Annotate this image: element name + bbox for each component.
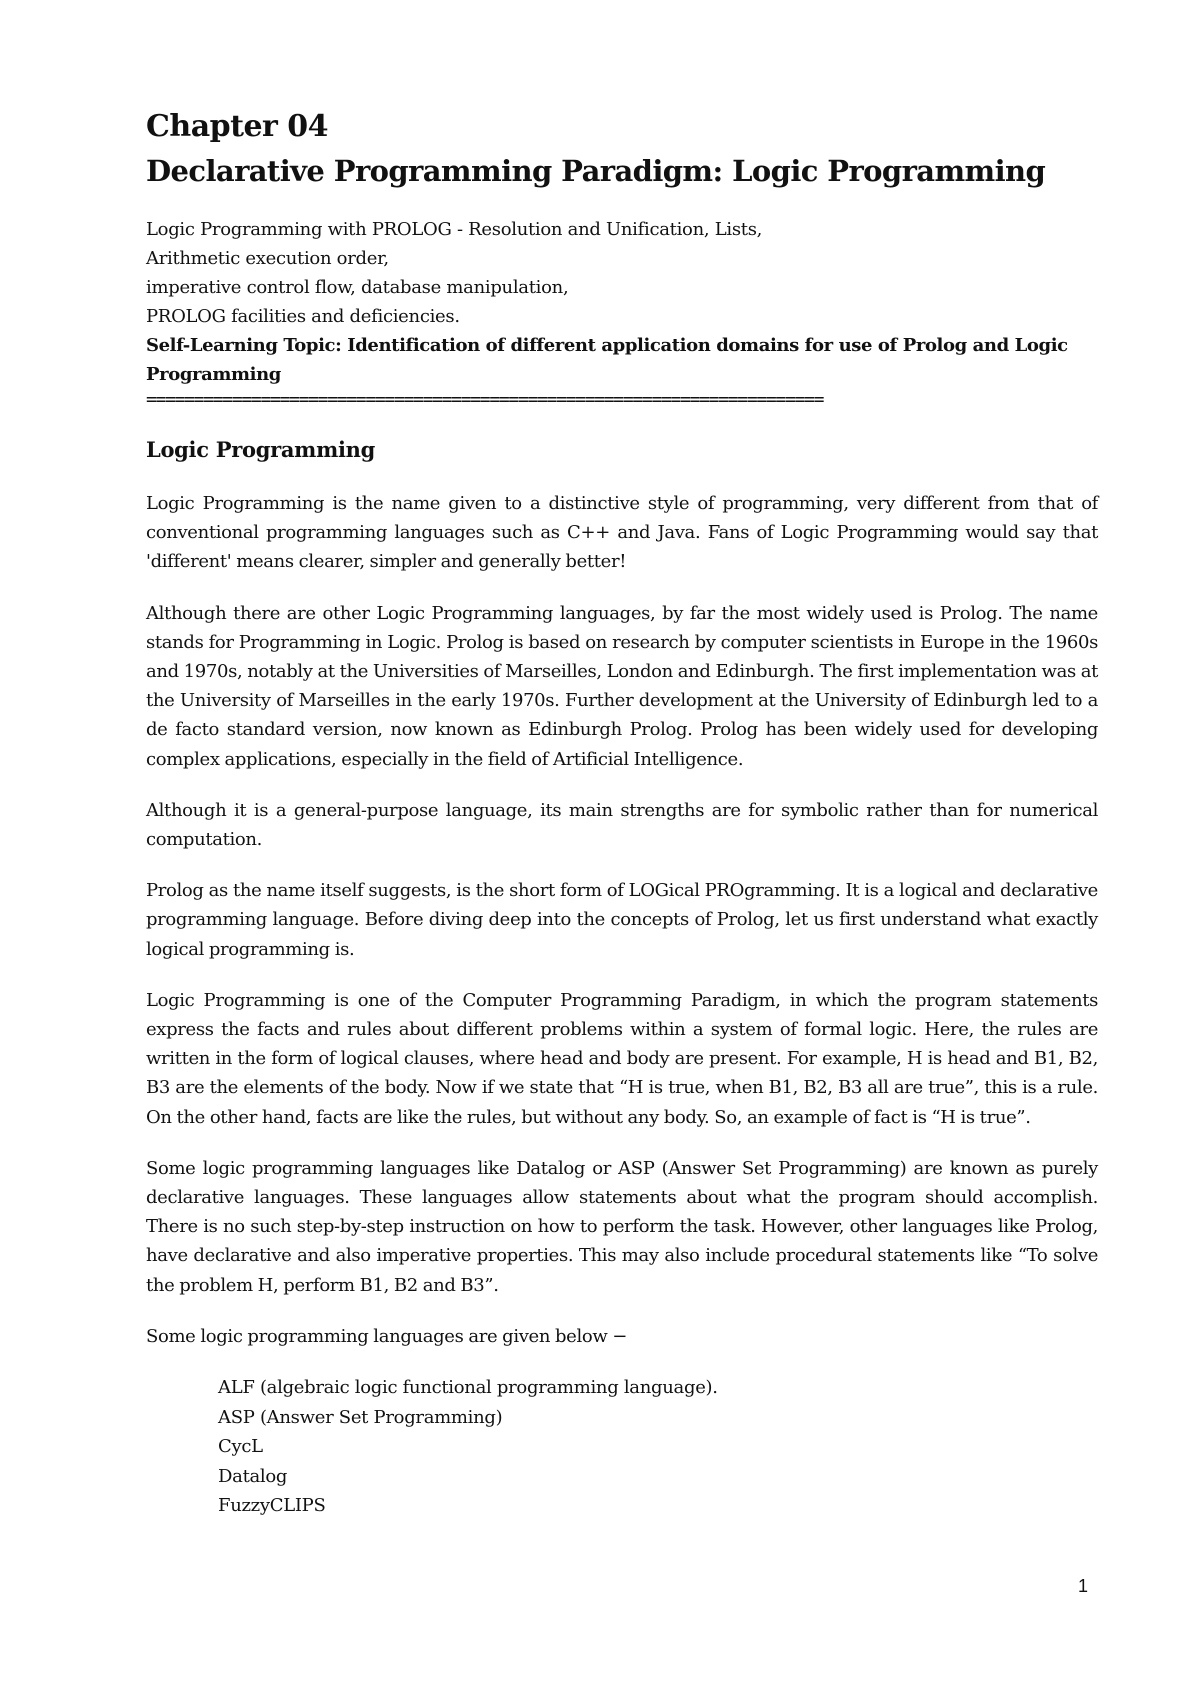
paragraph: Some logic programming languages are given below − bbox=[146, 1325, 628, 1347]
section-heading: Logic Programming bbox=[146, 437, 376, 462]
syllabus-line: imperative control flow, database manipulation, bbox=[146, 277, 569, 298]
list-item: ASP (Answer Set Programming) bbox=[218, 1406, 503, 1428]
list-item: CycL bbox=[218, 1436, 263, 1458]
page-number: 1 bbox=[1077, 1576, 1088, 1596]
paragraph: Although it is a general-purpose language, its main strengths are for symbolic rather than for numerical computation. bbox=[146, 799, 1098, 851]
list-item: Datalog bbox=[218, 1465, 288, 1487]
language-list bbox=[146, 1373, 1098, 1521]
syllabus-line: PROLOG facilities and deficiencies. bbox=[146, 306, 460, 327]
paragraph: Logic Programming is the name given to a distinctive style of programming, very different from that of conventional programming languages such as C++ and Java. Fans of Logic Programming would say that 'different' means clearer, simpler and generally better! bbox=[146, 493, 1098, 573]
page-content bbox=[146, 105, 1098, 1521]
paragraph: Some logic programming languages like Datalog or ASP (Answer Set Programming) are known as purely declarative languages. These languages allow statements about what the program should accomplish. There is no such step-by-step instruction on how to perform the task. However, other languages like Prolog, have declarative and also imperative properties. This may also include procedural statements like “To solve the problem H, perform B1, B2 and B3”. bbox=[146, 1157, 1098, 1296]
list-item: ALF (algebraic logic functional programming language). bbox=[218, 1377, 718, 1399]
list-item: FuzzyCLIPS bbox=[218, 1495, 326, 1517]
paragraph: Although there are other Logic Programming languages, by far the most widely used is Prolog. The name stands for Programming in Logic. Prolog is based on research by computer scientists in Europe in the 1960s and 1970s, notably at the Universities of Marseilles, London and Edinburgh. The first implementation was at the University of Marseilles in the early 1970s. Further development at the University of Edinburgh led to a de facto standard version, now known as Edinburgh Prolog. Prolog has been widely used for developing complex applications, especially in the field of Artificial Intelligence. bbox=[146, 602, 1098, 770]
chapter-number-title: Chapter 04 bbox=[146, 109, 329, 144]
self-learning-topic: Self-Learning Topic: Identification of different application domains for use of Prolog and Logic Programming bbox=[146, 335, 1068, 385]
chapter-subtitle: Declarative Programming Paradigm: Logic Programming bbox=[146, 154, 1046, 188]
syllabus-line: Arithmetic execution order, bbox=[146, 248, 389, 269]
paragraph: Prolog as the name itself suggests, is the short form of LOGical PROgramming. It is a logical and declarative programming language. Before diving deep into the concepts of Prolog, let us first understand what exactly logical programming is. bbox=[146, 880, 1098, 960]
paragraph: Logic Programming is one of the Computer Programming Paradigm, in which the program statements express the facts and rules about different problems within a system of formal logic. Here, the rules are written in the form of logical clauses, where head and body are present. For example, H is head and B1, B2, B3 are the elements of the body. Now if we state that “H is true, when B1, B2, B3 all are true”, this is a rule. On the other hand, facts are like the rules, but without any body. So, an example of fact is “H is true”. bbox=[146, 989, 1098, 1128]
syllabus-block bbox=[146, 215, 1098, 389]
syllabus-line: Logic Programming with PROLOG - Resolution and Unification, Lists, bbox=[146, 219, 763, 240]
separator-line: ======================================================================= bbox=[146, 391, 824, 409]
